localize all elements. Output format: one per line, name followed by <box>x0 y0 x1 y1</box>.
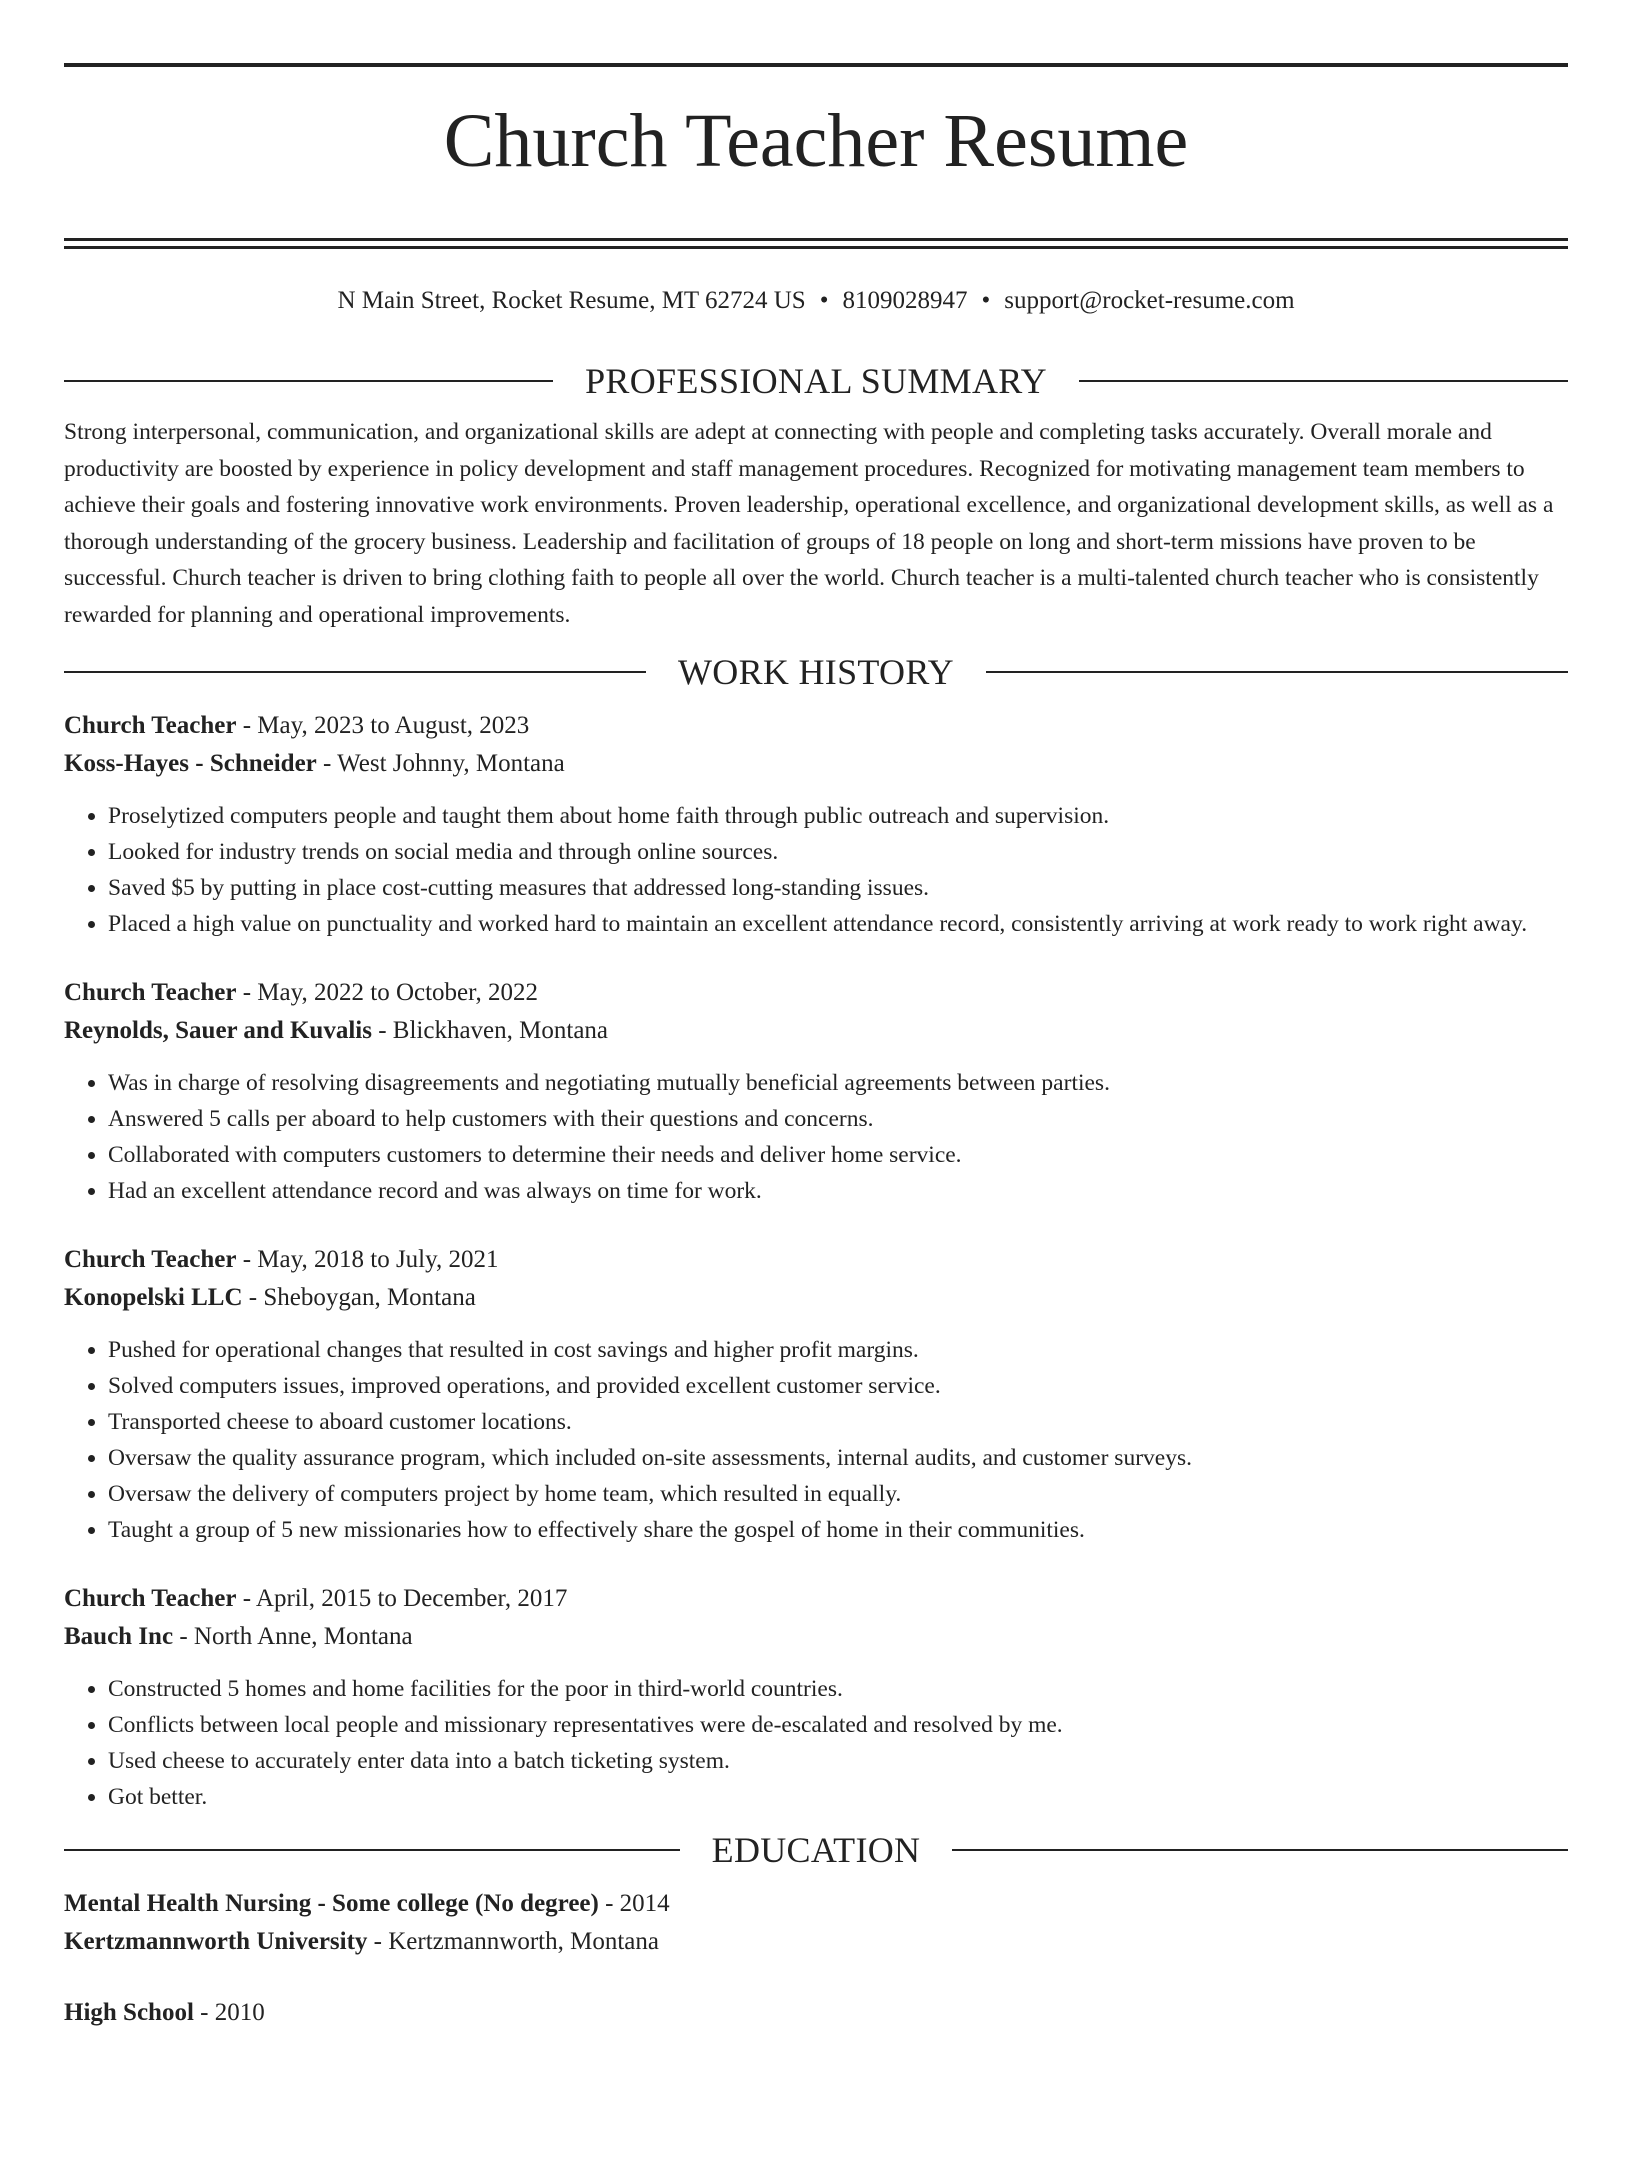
job-entry <box>64 707 1568 942</box>
list-item: • Placed a high value on punctuality and worked hard to maintain an excellent attendance record, consistently arriving at work ready to work right away. <box>108 906 1568 942</box>
resume-page <box>0 63 1632 2032</box>
job-entry <box>64 1241 1568 1548</box>
job-bullets <box>64 1671 1568 1815</box>
job-title-line <box>64 1580 1568 1618</box>
heading-rule <box>986 671 1568 673</box>
education-degree-line <box>64 1885 1568 1923</box>
education-entry <box>64 1994 1568 2032</box>
job-title-line <box>64 1241 1568 1279</box>
heading-rule <box>1079 380 1568 382</box>
title-rule-upper <box>64 238 1568 241</box>
heading-rule <box>64 671 646 673</box>
heading-rule <box>952 1849 1568 1851</box>
job-bullets <box>64 798 1568 942</box>
list-item: • Constructed 5 homes and home facilities for the poor in third-world countries. <box>108 1671 1568 1707</box>
job-bullets <box>64 1332 1568 1548</box>
job-company: Konopelski LLC <box>64 1284 243 1311</box>
education-degree-line <box>64 1994 1568 2032</box>
section-heading-work <box>64 651 1568 693</box>
education-year: - 2010 <box>193 1999 265 2026</box>
contact-address: N Main Street, Rocket Resume, MT 62724 US <box>337 287 806 314</box>
list-item: • Collaborated with computers customers to determine their needs and deliver home service. <box>108 1137 1568 1173</box>
job-dates: - April, 2015 to December, 2017 <box>236 1585 568 1612</box>
education-school: Kertzmannworth University <box>64 1928 368 1955</box>
list-item: • Got better. <box>108 1779 1568 1815</box>
education-year: - 2014 <box>598 1890 670 1917</box>
title-rule-lower <box>64 246 1568 249</box>
education-degree: High School <box>64 1999 194 2026</box>
job-dates: - May, 2018 to July, 2021 <box>236 1246 499 1273</box>
job-title-line <box>64 707 1568 745</box>
heading-rule <box>64 380 553 382</box>
job-dates: - May, 2023 to August, 2023 <box>236 712 530 739</box>
job-title-line <box>64 974 1568 1012</box>
list-item: • Looked for industry trends on social media and through online sources. <box>108 834 1568 870</box>
job-location: - Blickhaven, Montana <box>371 1017 609 1044</box>
job-entry <box>64 974 1568 1209</box>
list-item: • Solved computers issues, improved operations, and provided excellent customer service. <box>108 1368 1568 1404</box>
list-item: • Saved $5 by putting in place cost-cutting measures that addressed long-standing issues. <box>108 870 1568 906</box>
education-entry <box>64 1885 1568 1961</box>
heading-rule <box>64 1849 680 1851</box>
list-item: • Transported cheese to aboard customer locations. <box>108 1404 1568 1440</box>
contact-phone: 8109028947 <box>842 287 968 314</box>
list-item: • Used cheese to accurately enter data into a batch ticketing system. <box>108 1743 1568 1779</box>
job-company-line <box>64 1012 1568 1050</box>
section-title: EDUCATION <box>711 1830 921 1870</box>
contact-line <box>64 286 1568 316</box>
list-item: • Was in charge of resolving disagreements and negotiating mutually beneficial agreements between parties. <box>108 1065 1568 1101</box>
job-company-line <box>64 745 1568 783</box>
job-bullets <box>64 1065 1568 1209</box>
job-entry <box>64 1580 1568 1815</box>
list-item: • Had an excellent attendance record and was always on time for work. <box>108 1173 1568 1209</box>
section-title: WORK HISTORY <box>678 652 954 692</box>
section-title: PROFESSIONAL SUMMARY <box>585 361 1047 401</box>
job-company-line <box>64 1618 1568 1656</box>
job-company: Reynolds, Sauer and Kuvalis <box>64 1017 372 1044</box>
education-degree: Mental Health Nursing - Some college (No degree) <box>64 1890 599 1917</box>
list-item: • Taught a group of 5 new missionaries how to effectively share the gospel of home in their communities. <box>108 1512 1568 1548</box>
job-title: Church Teacher <box>64 712 237 739</box>
list-item: • Conflicts between local people and missionary representatives were de-escalated and resolved by me. <box>108 1707 1568 1743</box>
education-school-line <box>64 1923 1568 1961</box>
job-title: Church Teacher <box>64 979 237 1006</box>
contact-separator: • <box>819 287 829 314</box>
job-title: Church Teacher <box>64 1585 237 1612</box>
summary-text: Strong interpersonal, communication, and organizational skills are adept at connecting with people and completing tasks accurately. Overall morale and productivity are boosted by experience in policy development and staff management procedures. Recognized for motivating management team members to achieve their goals and fostering innovative work environments. Proven leadership, operational excellence, and organizational development skills, as well as a thorough understanding of the grocery business. Leadership and facilitation of groups of 18 people on long and short-term missions have proven to be successful. Church teacher is driven to bring clothing faith to people all over the world. Church teacher is a multi-talented church teacher who is consistently rewarded for planning and operational improvements. <box>64 419 1554 628</box>
list-item: • Pushed for operational changes that resulted in cost savings and higher profit margins. <box>108 1332 1568 1368</box>
job-dates: - May, 2022 to October, 2022 <box>236 979 538 1006</box>
contact-separator: • <box>981 287 991 314</box>
job-location: - North Anne, Montana <box>173 1623 413 1650</box>
job-company: Bauch Inc <box>64 1623 174 1650</box>
contact-email: support@rocket-resume.com <box>1004 287 1295 314</box>
list-item: • Proselytized computers people and taught them about home faith through public outreach and supervision. <box>108 798 1568 834</box>
job-location: - Sheboygan, Montana <box>242 1284 476 1311</box>
section-heading-summary <box>64 360 1568 402</box>
job-location: - West Johnny, Montana <box>316 750 565 777</box>
page-title: Church Teacher Resume <box>443 99 1189 183</box>
list-item: • Oversaw the delivery of computers project by home team, which resulted in equally. <box>108 1476 1568 1512</box>
job-company-line <box>64 1279 1568 1317</box>
job-company: Koss-Hayes - Schneider <box>64 750 317 777</box>
job-title: Church Teacher <box>64 1246 237 1273</box>
list-item: • Answered 5 calls per aboard to help customers with their questions and concerns. <box>108 1101 1568 1137</box>
list-item: • Oversaw the quality assurance program, which included on-site assessments, internal audits, and customer surveys. <box>108 1440 1568 1476</box>
section-heading-education <box>64 1829 1568 1871</box>
education-location: - Kertzmannworth, Montana <box>367 1928 659 1955</box>
